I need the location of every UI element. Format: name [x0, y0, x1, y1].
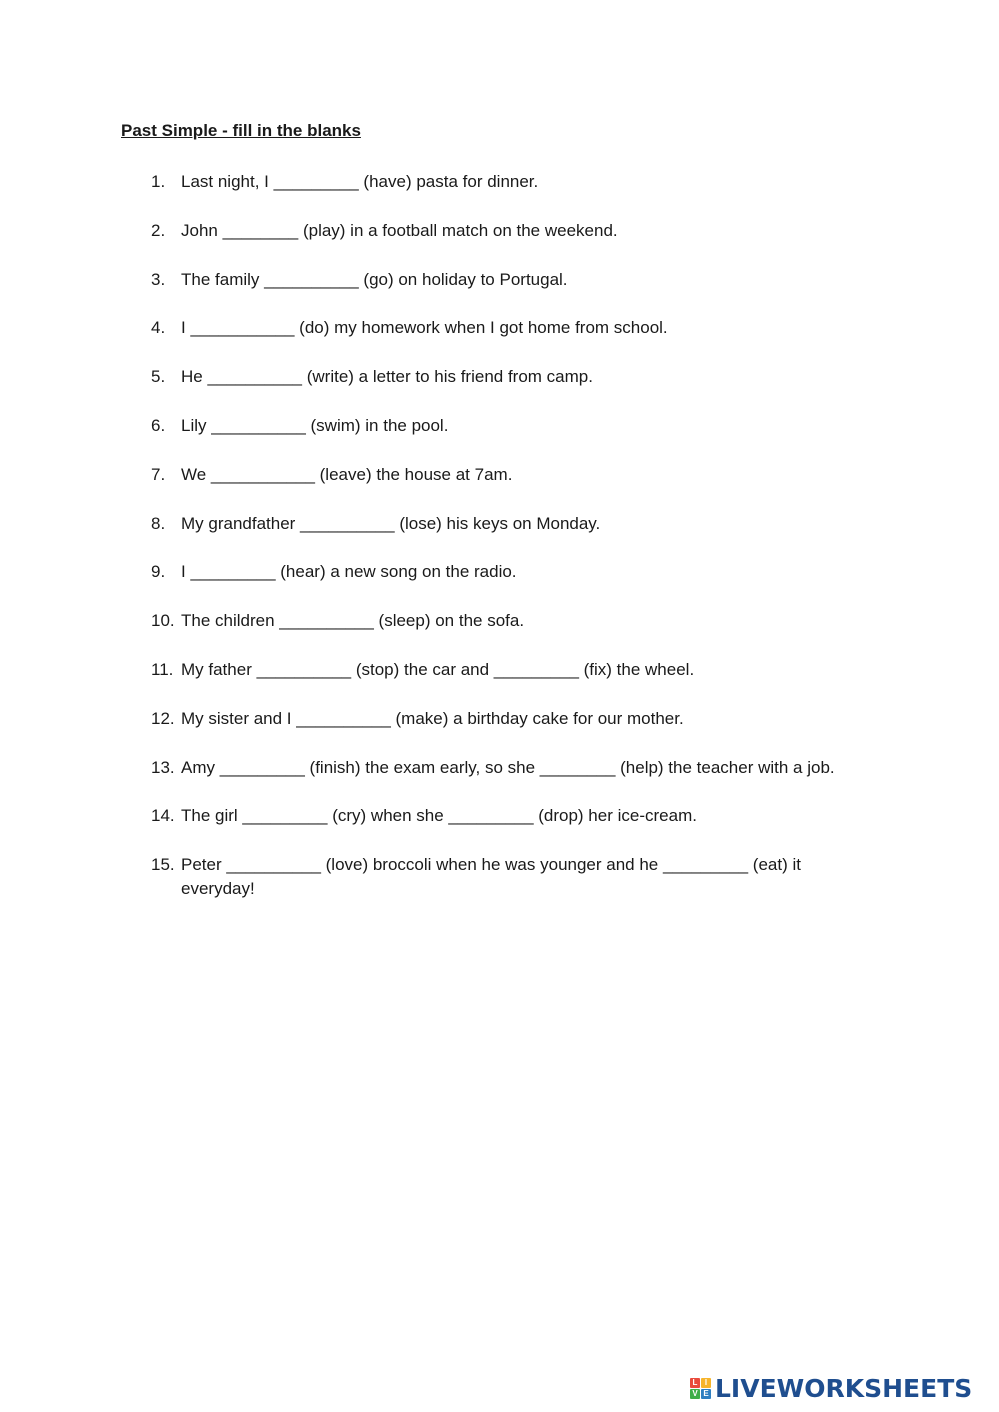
list-item — [151, 463, 861, 487]
item-number: 11. — [151, 659, 174, 679]
logo-mark-letter: E — [701, 1389, 711, 1399]
exercise-list — [151, 170, 861, 926]
item-sentence: The girl _________ (cry) when she _________ (drop) her ice-cream. — [181, 806, 697, 826]
item-sentence: I ___________ (do) my homework when I got home from school. — [181, 318, 668, 338]
item-number: 2. — [151, 220, 166, 240]
item-sentence: Amy _________ (finish) the exam early, so she ________ (help) the teacher with a job. — [181, 757, 835, 777]
list-item — [151, 609, 861, 633]
logo-mark-letter: I — [701, 1378, 711, 1388]
list-item — [151, 268, 861, 292]
list-item — [151, 316, 861, 340]
item-sentence: The family __________ (go) on holiday to Portugal. — [181, 269, 568, 289]
item-sentence: My sister and I __________ (make) a birthday cake for our mother. — [181, 708, 684, 728]
item-number: 5. — [151, 367, 166, 387]
item-sentence: John ________ (play) in a football match on the weekend. — [181, 220, 618, 240]
item-number: 15. — [151, 855, 175, 875]
item-sentence: Peter __________ (love) broccoli when he was younger and he _________ (eat) it everyday! — [181, 855, 801, 899]
item-sentence: Last night, I _________ (have) pasta for dinner. — [181, 172, 539, 191]
page-title: Past Simple - fill in the blanks — [121, 121, 361, 140]
list-item — [151, 170, 861, 194]
item-number: 12. — [151, 708, 175, 728]
item-number: 1. — [151, 172, 166, 191]
item-number: 9. — [151, 562, 166, 582]
logo-mark-letter: L — [690, 1378, 700, 1388]
logo-wordmark: LIVEWORKSHEETS — [715, 1373, 973, 1403]
list-item — [151, 756, 861, 780]
item-number: 7. — [151, 464, 166, 484]
item-number: 3. — [151, 269, 166, 289]
list-item — [151, 512, 861, 536]
item-sentence: Lily __________ (swim) in the pool. — [181, 415, 449, 435]
list-item — [151, 707, 861, 731]
list-item — [151, 658, 861, 682]
item-number: 4. — [151, 318, 166, 338]
liveworksheets-logo-icon — [690, 1378, 711, 1399]
item-number: 6. — [151, 415, 166, 435]
item-number: 8. — [151, 513, 166, 533]
list-item — [151, 853, 861, 901]
item-number: 13. — [151, 757, 175, 777]
item-number: 10. — [151, 611, 175, 631]
list-item — [151, 365, 861, 389]
item-number: 14. — [151, 806, 175, 826]
list-item — [151, 219, 861, 243]
item-sentence: My grandfather __________ (lose) his keys on Monday. — [181, 513, 601, 533]
list-item — [151, 560, 861, 584]
liveworksheets-logo — [690, 1372, 972, 1404]
item-sentence: I _________ (hear) a new song on the radio. — [181, 562, 517, 582]
item-sentence: My father __________ (stop) the car and _________ (fix) the wheel. — [181, 659, 695, 679]
item-sentence: The children __________ (sleep) on the sofa. — [181, 611, 525, 631]
item-sentence: We ___________ (leave) the house at 7am. — [181, 464, 513, 484]
item-sentence: He __________ (write) a letter to his friend from camp. — [181, 367, 593, 387]
list-item — [151, 804, 861, 828]
list-item — [151, 414, 861, 438]
logo-mark-letter: V — [690, 1389, 700, 1399]
